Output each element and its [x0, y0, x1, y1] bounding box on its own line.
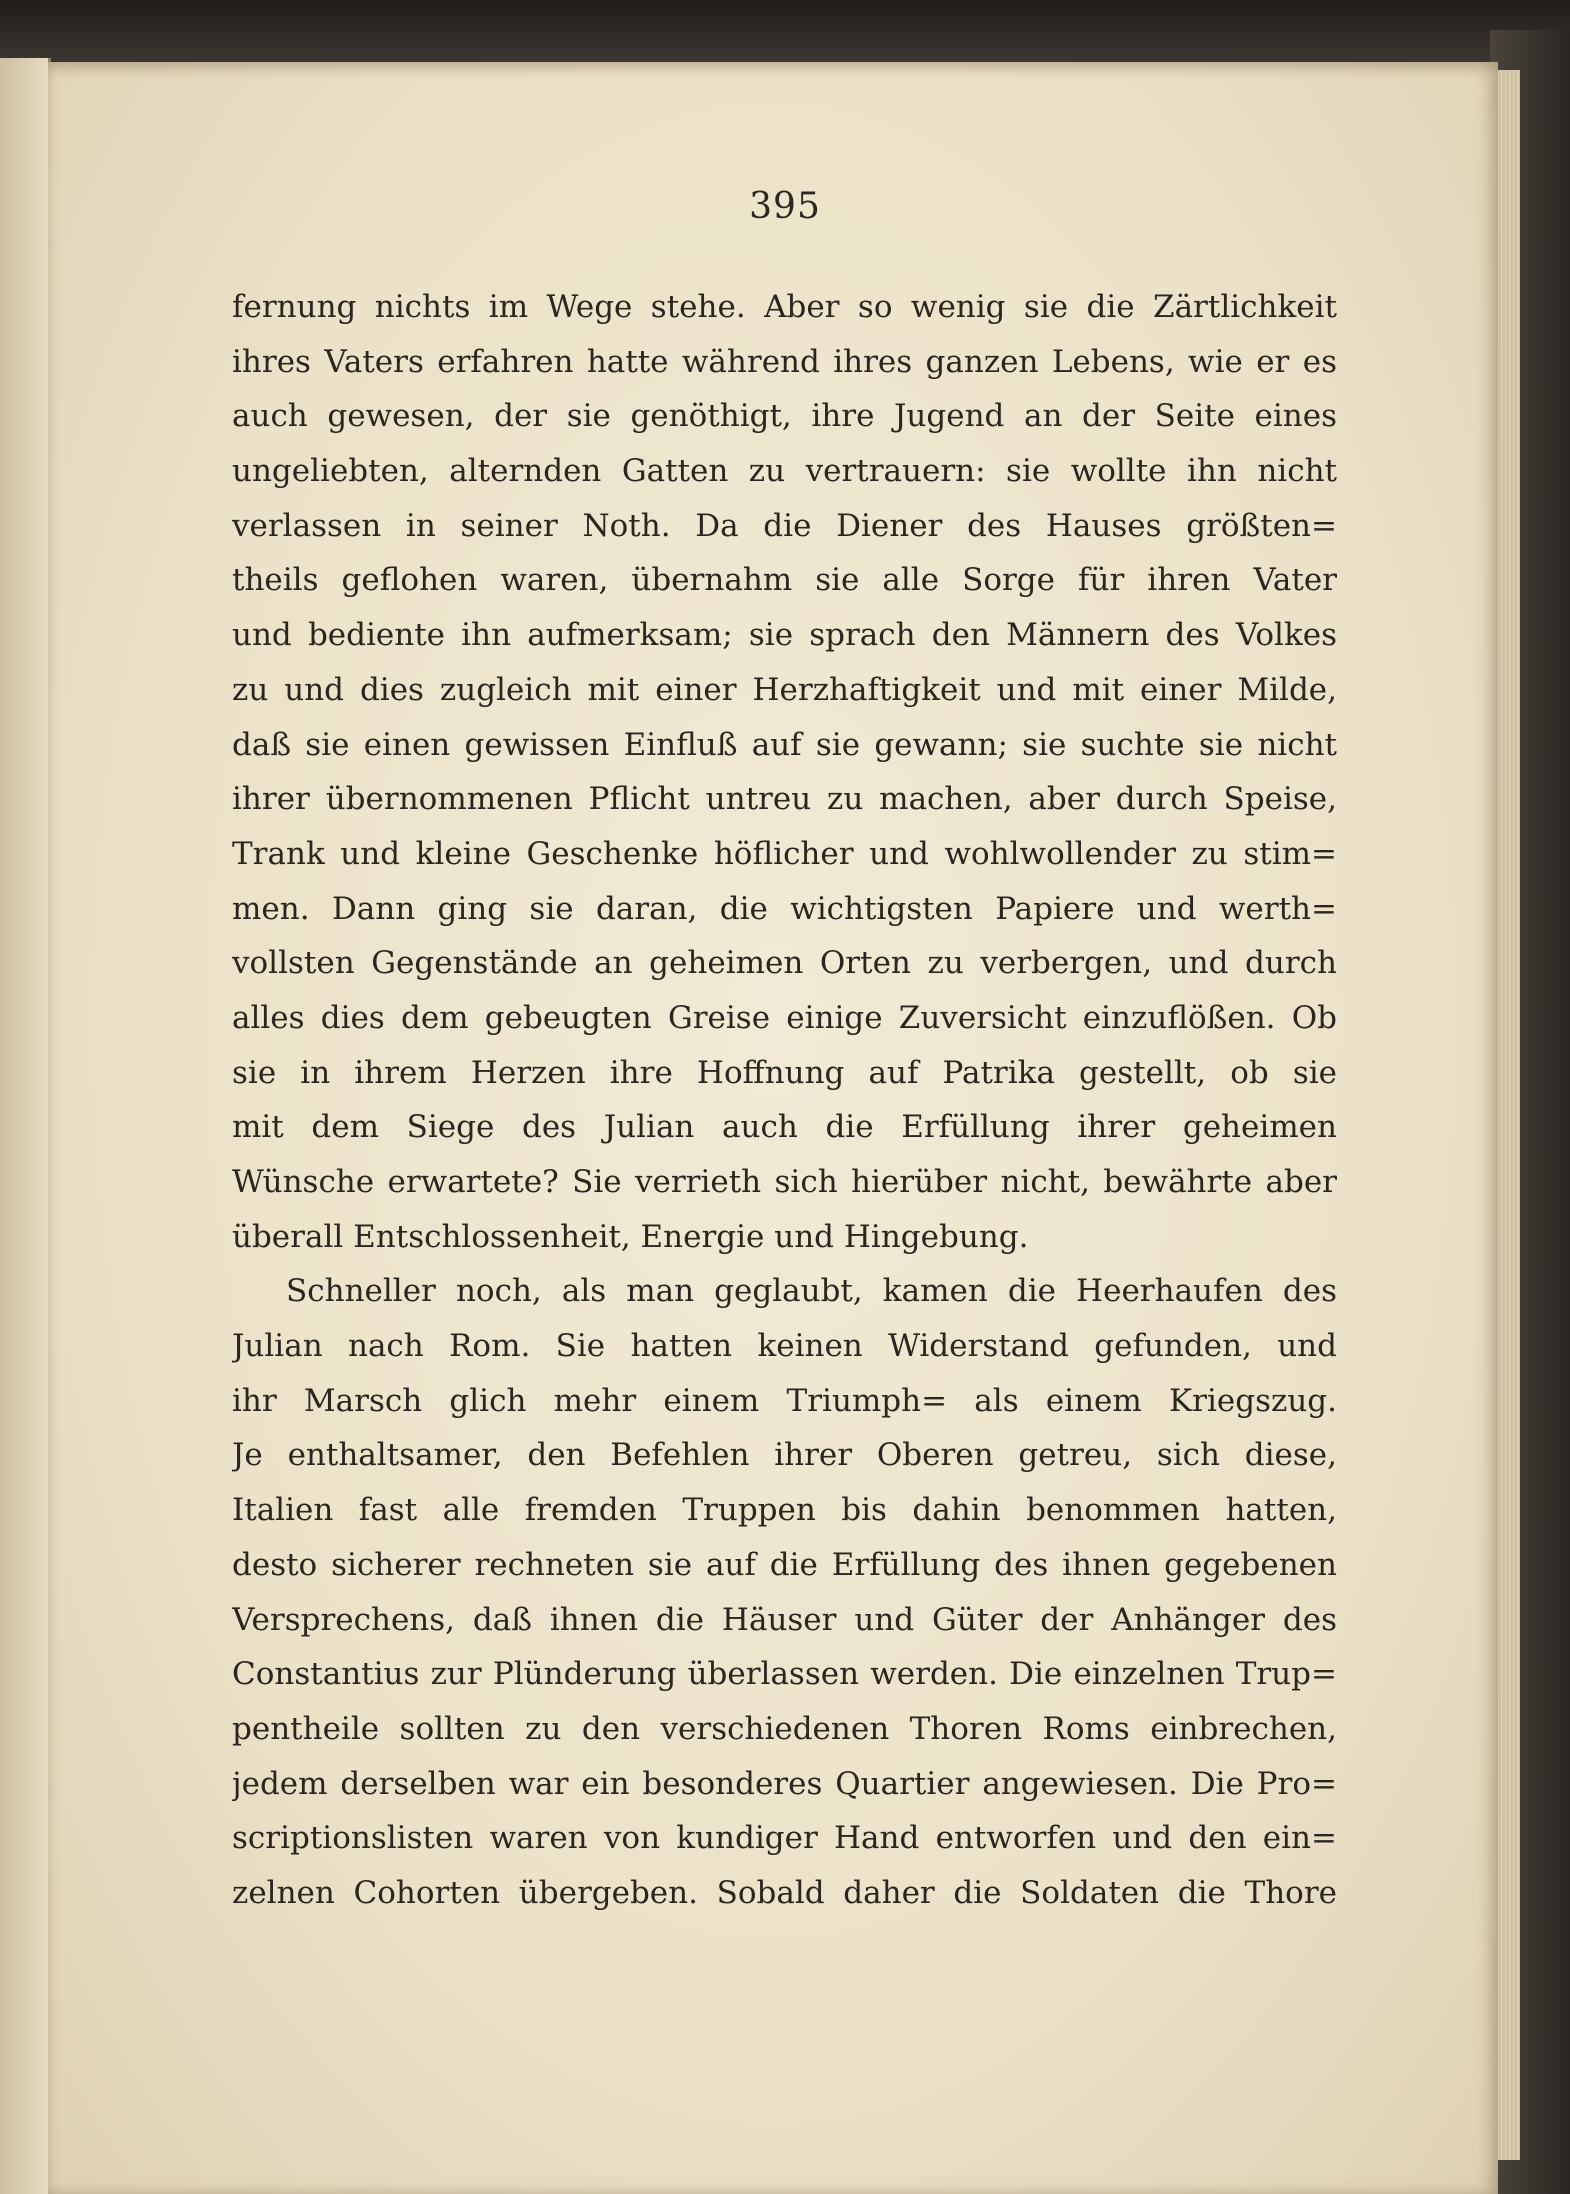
page-stack-edge — [1498, 70, 1520, 2160]
text-line: Wünsche erwartete? Sie verrieth sich hierüber nicht, bewährte aber — [232, 1164, 1337, 1200]
text-line: Julian nach Rom. Sie hatten keinen Widerstand gefunden, und — [232, 1328, 1337, 1365]
paragraph-last-line: überall Entschlossenheit, Energie und Hingebung. — [232, 1218, 1029, 1255]
text-line: scriptionslisten waren von kundiger Hand entworfen und den ein= — [232, 1820, 1337, 1857]
text-line: Versprechens, daß ihnen die Häuser und Güter der Anhänger des — [232, 1601, 1337, 1638]
previous-page-edge — [0, 58, 51, 2194]
page-body-text — [232, 280, 1337, 1921]
text-line: men. Dann ging sie daran, die wichtigsten Papiere und werth= — [232, 890, 1337, 927]
text-line: ihres Vaters erfahren hatte während ihres ganzen Lebens, wie er es — [232, 343, 1337, 380]
text-line: ungeliebten, alternden Gatten zu vertrauern: sie wollte ihn nicht — [232, 453, 1337, 490]
text-line: ihr Marsch glich mehr einem Triumph= als einem Kriegszug. — [232, 1382, 1337, 1419]
text-line: auch gewesen, der sie genöthigt, ihre Jugend an der Seite eines — [232, 398, 1337, 435]
text-line: Trank und kleine Geschenke höflicher und wohlwollender zu stim= — [232, 835, 1337, 872]
text-line: sie in ihrem Herzen ihre Hoffnung auf Patrika gestellt, ob sie — [232, 1054, 1337, 1091]
text-line: zelnen Cohorten übergeben. Sobald daher die Soldaten die Thore — [232, 1874, 1337, 1911]
page-number: 395 — [749, 186, 821, 227]
text-line: alles dies dem gebeugten Greise einige Zuversicht einzuflößen. Ob — [232, 999, 1337, 1036]
text-line: pentheile sollten zu den verschiedenen Thoren Roms einbrechen, — [232, 1710, 1337, 1747]
text-line: daß sie einen gewissen Einfluß auf sie gewann; sie suchte sie nicht — [232, 726, 1337, 763]
text-line: Italien fast alle fremden Truppen bis dahin benommen hatten, — [232, 1492, 1337, 1529]
paragraph-first-line: Schneller noch, als man geglaubt, kamen die Heerhaufen des — [286, 1273, 1337, 1310]
text-line: ihrer übernommenen Pflicht untreu zu machen, aber durch Speise, — [232, 781, 1337, 818]
text-line: verlassen in seiner Noth. Da die Diener des Hauses größten= — [232, 507, 1337, 544]
text-line: Je enthaltsamer, den Befehlen ihrer Oberen getreu, sich diese, — [232, 1437, 1337, 1474]
text-line: desto sicherer rechneten sie auf die Erfüllung des ihnen gegebenen — [232, 1546, 1337, 1583]
text-line: vollsten Gegenstände an geheimen Orten zu verbergen, und durch — [232, 945, 1337, 982]
book-cover-top — [0, 0, 1570, 62]
text-line: theils geflohen waren, übernahm sie alle Sorge für ihren Vater — [232, 562, 1337, 599]
text-line: jedem derselben war ein besonderes Quartier angewiesen. Die Pro= — [232, 1765, 1337, 1802]
text-line: fernung nichts im Wege stehe. Aber so wenig sie die Zärtlichkeit — [232, 289, 1337, 325]
text-line: Constantius zur Plünderung überlassen werden. Die einzelnen Trup= — [232, 1656, 1337, 1693]
text-line: zu und dies zugleich mit einer Herzhaftigkeit und mit einer Milde, — [232, 671, 1337, 708]
text-line: und bediente ihn aufmerksam; sie sprach den Männern des Volkes — [232, 617, 1337, 654]
text-line: mit dem Siege des Julian auch die Erfüllung ihrer geheimen — [232, 1109, 1337, 1146]
